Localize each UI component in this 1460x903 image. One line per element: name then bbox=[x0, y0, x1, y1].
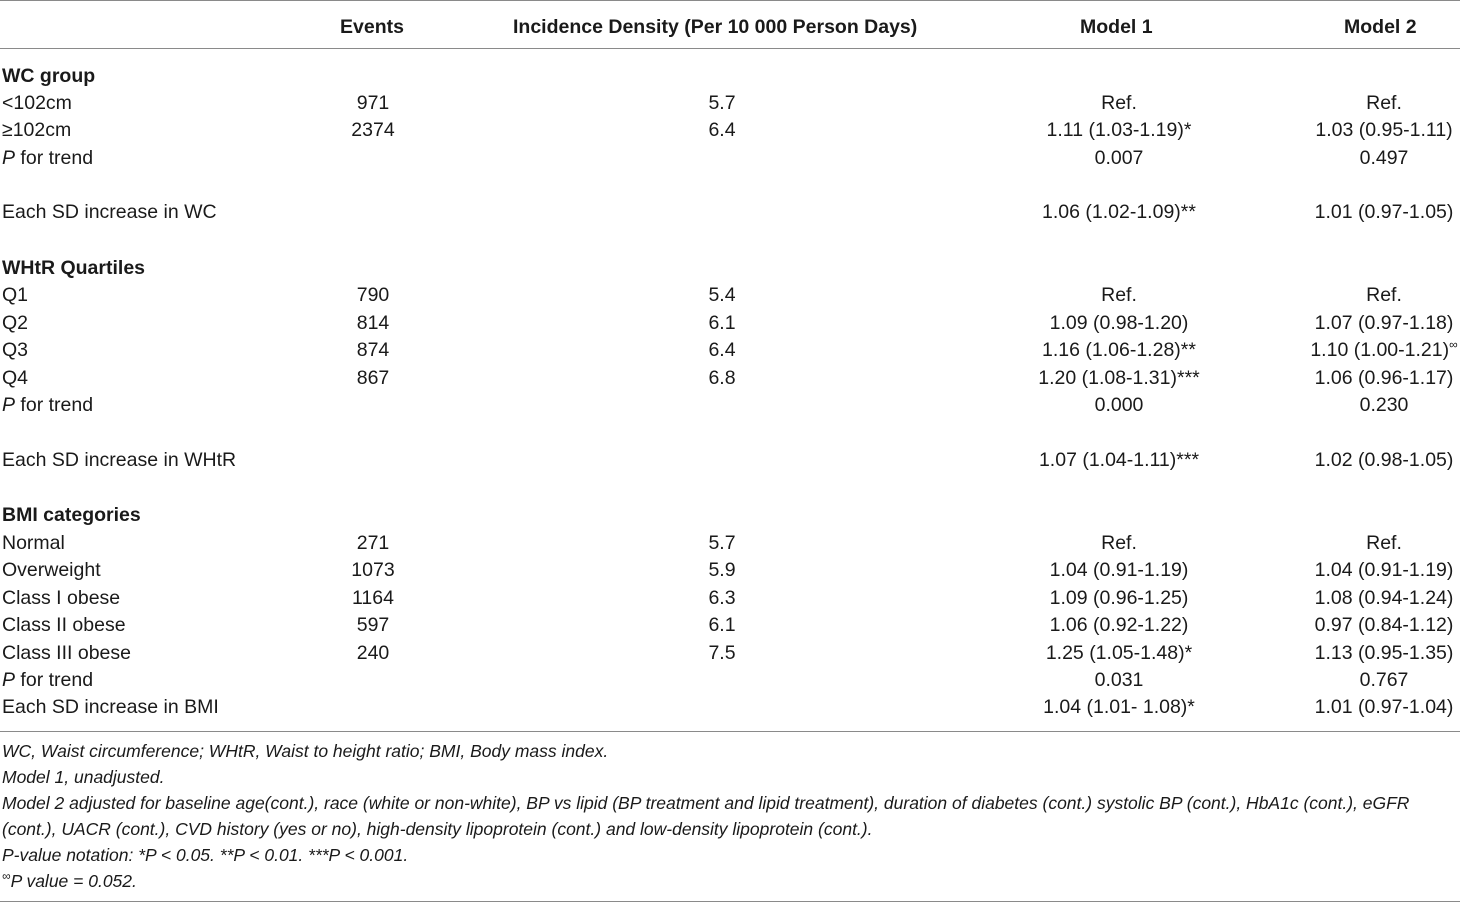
cell-incidence-density-value: 6.3 bbox=[708, 587, 736, 609]
cell-model-1 bbox=[1095, 667, 1144, 694]
cell-incidence-density bbox=[708, 337, 735, 364]
cell-model-1 bbox=[1101, 282, 1137, 309]
cell-model-2 bbox=[1315, 447, 1454, 474]
cell-incidence-density bbox=[708, 640, 735, 667]
cell-events bbox=[357, 365, 390, 392]
section-heading: WC group bbox=[2, 65, 96, 87]
row-label bbox=[2, 145, 93, 172]
row-label: Normal bbox=[2, 532, 65, 554]
table-header-rule bbox=[0, 48, 1460, 49]
section-heading-row bbox=[0, 63, 1460, 90]
cell-model-1-value: 1.06 (0.92-1.22) bbox=[1049, 614, 1189, 636]
cell-model-2 bbox=[1315, 612, 1454, 639]
table-row bbox=[0, 557, 1460, 584]
cell-incidence-density-value: 5.4 bbox=[708, 284, 736, 306]
row-label-text: for trend bbox=[15, 147, 94, 169]
table-row bbox=[0, 90, 1460, 117]
cell-model-2-value: Ref. bbox=[1366, 532, 1402, 554]
cell-incidence-density-value: 6.4 bbox=[708, 339, 736, 361]
cell-model-1 bbox=[1095, 145, 1144, 172]
table-row bbox=[0, 282, 1460, 309]
table-row bbox=[0, 694, 1460, 721]
cell-events-value: 971 bbox=[356, 92, 390, 114]
section-heading-row bbox=[0, 502, 1460, 529]
cell-model-1 bbox=[1046, 640, 1192, 667]
cell-incidence-density-value: 5.7 bbox=[708, 532, 736, 554]
cell-events-value: 1073 bbox=[351, 559, 395, 581]
cell-events-value: 874 bbox=[356, 339, 390, 361]
cell-incidence-density bbox=[708, 557, 735, 584]
cell-model-2 bbox=[1360, 392, 1409, 419]
cell-model-1 bbox=[1101, 530, 1137, 557]
cell-model-2 bbox=[1315, 640, 1454, 667]
row-label bbox=[2, 392, 93, 419]
cell-incidence-density-value: 6.1 bbox=[708, 312, 736, 334]
section-heading: BMI categories bbox=[2, 504, 141, 526]
cell-incidence-density bbox=[708, 612, 735, 639]
cell-incidence-density bbox=[708, 117, 735, 144]
row-label: Overweight bbox=[2, 559, 101, 581]
cell-model-2-value: 1.13 (0.95-1.35) bbox=[1314, 642, 1454, 664]
cell-model-1-value: Ref. bbox=[1101, 532, 1137, 554]
header-incidence-density: Incidence Density (Per 10 000 Person Days) bbox=[513, 16, 918, 38]
table-row bbox=[0, 640, 1460, 667]
cell-model-1-value: 1.11 (1.03-1.19)* bbox=[1046, 119, 1192, 141]
cell-events bbox=[351, 557, 394, 584]
cell-events bbox=[357, 337, 390, 364]
cell-model-2-value: 0.497 bbox=[1359, 147, 1409, 169]
cell-model-2 bbox=[1310, 337, 1457, 364]
cell-model-1 bbox=[1050, 612, 1189, 639]
cell-events bbox=[357, 282, 390, 309]
cell-model-2-value: 1.06 (0.96-1.17) bbox=[1314, 367, 1454, 389]
section-heading-row bbox=[0, 255, 1460, 282]
note-model-2: Model 2 adjusted for baseline age(cont.), race (white or non-white), BP vs lipid (BP treatment and lipid treatment), duration of diabetes (cont.) systolic BP (cont.), HbA1c (cont.), eGFR (cont.), UACR (cont.), CVD history (yes or no), high-density lipoprotein (cont.) and low-density lipoprotein (cont.). bbox=[2, 793, 1410, 839]
row-label: ≥102cm bbox=[2, 119, 72, 141]
table-notes bbox=[2, 738, 1452, 894]
cell-events-value: 1164 bbox=[352, 587, 394, 609]
cell-model-1-value: 1.16 (1.06-1.28)** bbox=[1042, 339, 1196, 361]
cell-model-2-value: Ref. bbox=[1366, 92, 1402, 114]
table-row bbox=[0, 365, 1460, 392]
cell-incidence-density-value: 5.9 bbox=[708, 559, 736, 581]
cell-model-2 bbox=[1366, 282, 1402, 309]
cell-model-1-value: 1.20 (1.08-1.31)*** bbox=[1038, 367, 1200, 389]
cell-model-2 bbox=[1315, 557, 1454, 584]
cell-model-2-value: 1.02 (0.98-1.05) bbox=[1314, 449, 1454, 471]
cell-model-2 bbox=[1360, 667, 1409, 694]
cell-events-value: 597 bbox=[356, 614, 390, 636]
cell-model-1 bbox=[1039, 447, 1199, 474]
row-label: Class II obese bbox=[2, 614, 126, 636]
cell-model-2 bbox=[1315, 694, 1454, 721]
table-row bbox=[0, 337, 1460, 364]
note-special bbox=[2, 868, 1452, 894]
note-abbreviations: WC, Waist circumference; WHtR, Waist to height ratio; BMI, Body mass index. bbox=[2, 741, 609, 761]
cell-model-2 bbox=[1315, 199, 1454, 226]
cell-model-1 bbox=[1042, 337, 1196, 364]
row-label: Class I obese bbox=[2, 587, 121, 609]
row-label: Q3 bbox=[2, 339, 29, 361]
cell-model-2 bbox=[1315, 310, 1454, 337]
cell-incidence-density bbox=[708, 310, 735, 337]
table-row bbox=[0, 530, 1460, 557]
cell-model-2-value: 1.07 (0.97-1.18) bbox=[1314, 312, 1454, 334]
row-label: <102cm bbox=[2, 92, 72, 114]
cell-events bbox=[352, 585, 394, 612]
cell-events bbox=[357, 530, 390, 557]
cell-model-1-value: 1.04 (0.91-1.19) bbox=[1049, 559, 1189, 581]
cell-model-1-value: 1.07 (1.04-1.11)*** bbox=[1038, 449, 1200, 471]
note-special-symbol: ∞ bbox=[2, 869, 11, 884]
row-label: Each SD increase in WHtR bbox=[2, 449, 237, 471]
header-model-1: Model 1 bbox=[1080, 16, 1153, 38]
cell-model-2-value: 0.767 bbox=[1359, 669, 1409, 691]
cell-incidence-density bbox=[708, 585, 735, 612]
cell-model-1-value: 1.09 (0.96-1.25) bbox=[1049, 587, 1189, 609]
row-label: Q2 bbox=[2, 312, 29, 334]
row-label: Q4 bbox=[2, 367, 29, 389]
row-label: Each SD increase in BMI bbox=[2, 696, 219, 718]
cell-model-1-value: 1.06 (1.02-1.09)** bbox=[1042, 201, 1196, 223]
cell-incidence-density bbox=[708, 530, 735, 557]
cell-model-2 bbox=[1360, 145, 1409, 172]
cell-model-1 bbox=[1050, 585, 1189, 612]
cell-model-2-value: 1.08 (0.94-1.24) bbox=[1314, 587, 1454, 609]
row-label: Class III obese bbox=[2, 642, 131, 664]
cell-model-1-value: 1.04 (1.01- 1.08)* bbox=[1043, 696, 1195, 718]
cell-model-1 bbox=[1050, 557, 1189, 584]
cell-events-value: 240 bbox=[356, 642, 390, 664]
table-row bbox=[0, 667, 1460, 694]
cell-model-2-value: 1.04 (0.91-1.19) bbox=[1314, 559, 1454, 581]
cell-model-1-value: 0.000 bbox=[1094, 394, 1144, 416]
table-top-rule bbox=[0, 0, 1460, 1]
cell-incidence-density-value: 5.7 bbox=[708, 92, 736, 114]
cell-model-1 bbox=[1095, 392, 1144, 419]
header-events: Events bbox=[340, 16, 404, 38]
cell-model-2 bbox=[1366, 530, 1402, 557]
row-label-text: for trend bbox=[15, 394, 94, 416]
cell-model-2-superscript: ∞ bbox=[1449, 337, 1458, 352]
cell-model-2-value: 1.01 (0.97-1.04) bbox=[1314, 696, 1454, 718]
table-footer-rule bbox=[0, 731, 1460, 732]
cell-events-value: 814 bbox=[356, 312, 390, 334]
row-label-italic: P bbox=[2, 147, 16, 169]
row-label-italic: P bbox=[2, 669, 16, 691]
cell-model-1-value: 0.007 bbox=[1094, 147, 1144, 169]
note-special-text: P value = 0.052. bbox=[10, 871, 137, 891]
row-label: Q1 bbox=[2, 284, 29, 306]
table-row bbox=[0, 585, 1460, 612]
section-heading: WHtR Quartiles bbox=[2, 257, 146, 279]
cell-events-value: 790 bbox=[356, 284, 390, 306]
table-row bbox=[0, 145, 1460, 172]
table-bottom-rule bbox=[0, 901, 1460, 902]
cell-model-2 bbox=[1366, 90, 1402, 117]
cell-incidence-density-value: 7.5 bbox=[708, 642, 736, 664]
table-row bbox=[0, 392, 1460, 419]
cell-model-2-value: 1.03 (0.95-1.11) bbox=[1315, 119, 1453, 141]
cell-events bbox=[357, 612, 390, 639]
table-row bbox=[0, 117, 1460, 144]
cell-model-1 bbox=[1101, 90, 1137, 117]
cell-model-2-value: 1.10 (1.00-1.21) bbox=[1310, 339, 1450, 361]
cell-model-2 bbox=[1315, 365, 1454, 392]
cell-incidence-density-value: 6.4 bbox=[708, 119, 736, 141]
row-label bbox=[2, 667, 93, 694]
cell-incidence-density-value: 6.8 bbox=[708, 367, 736, 389]
cell-model-2-value: 0.230 bbox=[1359, 394, 1409, 416]
cell-model-1 bbox=[1042, 199, 1196, 226]
cell-model-1-value: Ref. bbox=[1101, 284, 1137, 306]
note-p-value: P-value notation: *P < 0.05. **P < 0.01. ***P < 0.001. bbox=[2, 845, 409, 865]
cell-incidence-density-value: 6.1 bbox=[708, 614, 736, 636]
table-row bbox=[0, 199, 1460, 226]
cell-events bbox=[357, 90, 390, 117]
row-label-text: for trend bbox=[15, 669, 94, 691]
cell-model-2-value: 0.97 (0.84-1.12) bbox=[1314, 614, 1454, 636]
cell-events bbox=[351, 117, 394, 144]
row-label: Each SD increase in WC bbox=[2, 201, 217, 223]
cell-model-2-value: 1.01 (0.97-1.05) bbox=[1314, 201, 1454, 223]
table-row bbox=[0, 612, 1460, 639]
table-row bbox=[0, 447, 1460, 474]
cell-model-1-value: 1.09 (0.98-1.20) bbox=[1049, 312, 1189, 334]
cell-model-2 bbox=[1315, 585, 1454, 612]
row-label-italic: P bbox=[2, 394, 16, 416]
cell-model-1-value: Ref. bbox=[1101, 92, 1137, 114]
cell-events-value: 271 bbox=[356, 532, 390, 554]
cell-model-2 bbox=[1315, 117, 1452, 144]
cell-model-2-value: Ref. bbox=[1366, 284, 1402, 306]
cell-model-1-value: 1.25 (1.05-1.48)* bbox=[1045, 642, 1193, 664]
cell-model-1-value: 0.031 bbox=[1094, 669, 1144, 691]
cell-events bbox=[357, 310, 390, 337]
cell-incidence-density bbox=[708, 282, 735, 309]
cell-model-1 bbox=[1043, 694, 1195, 721]
note-model-1: Model 1, unadjusted. bbox=[2, 767, 165, 787]
cell-incidence-density bbox=[708, 90, 735, 117]
cell-model-1 bbox=[1050, 310, 1189, 337]
cell-events-value: 2374 bbox=[351, 119, 395, 141]
table-row bbox=[0, 310, 1460, 337]
cell-events-value: 867 bbox=[356, 367, 390, 389]
cell-model-1 bbox=[1038, 365, 1200, 392]
cell-incidence-density bbox=[708, 365, 735, 392]
header-model-2: Model 2 bbox=[1344, 16, 1417, 38]
cell-model-1 bbox=[1047, 117, 1192, 144]
cell-events bbox=[357, 640, 390, 667]
